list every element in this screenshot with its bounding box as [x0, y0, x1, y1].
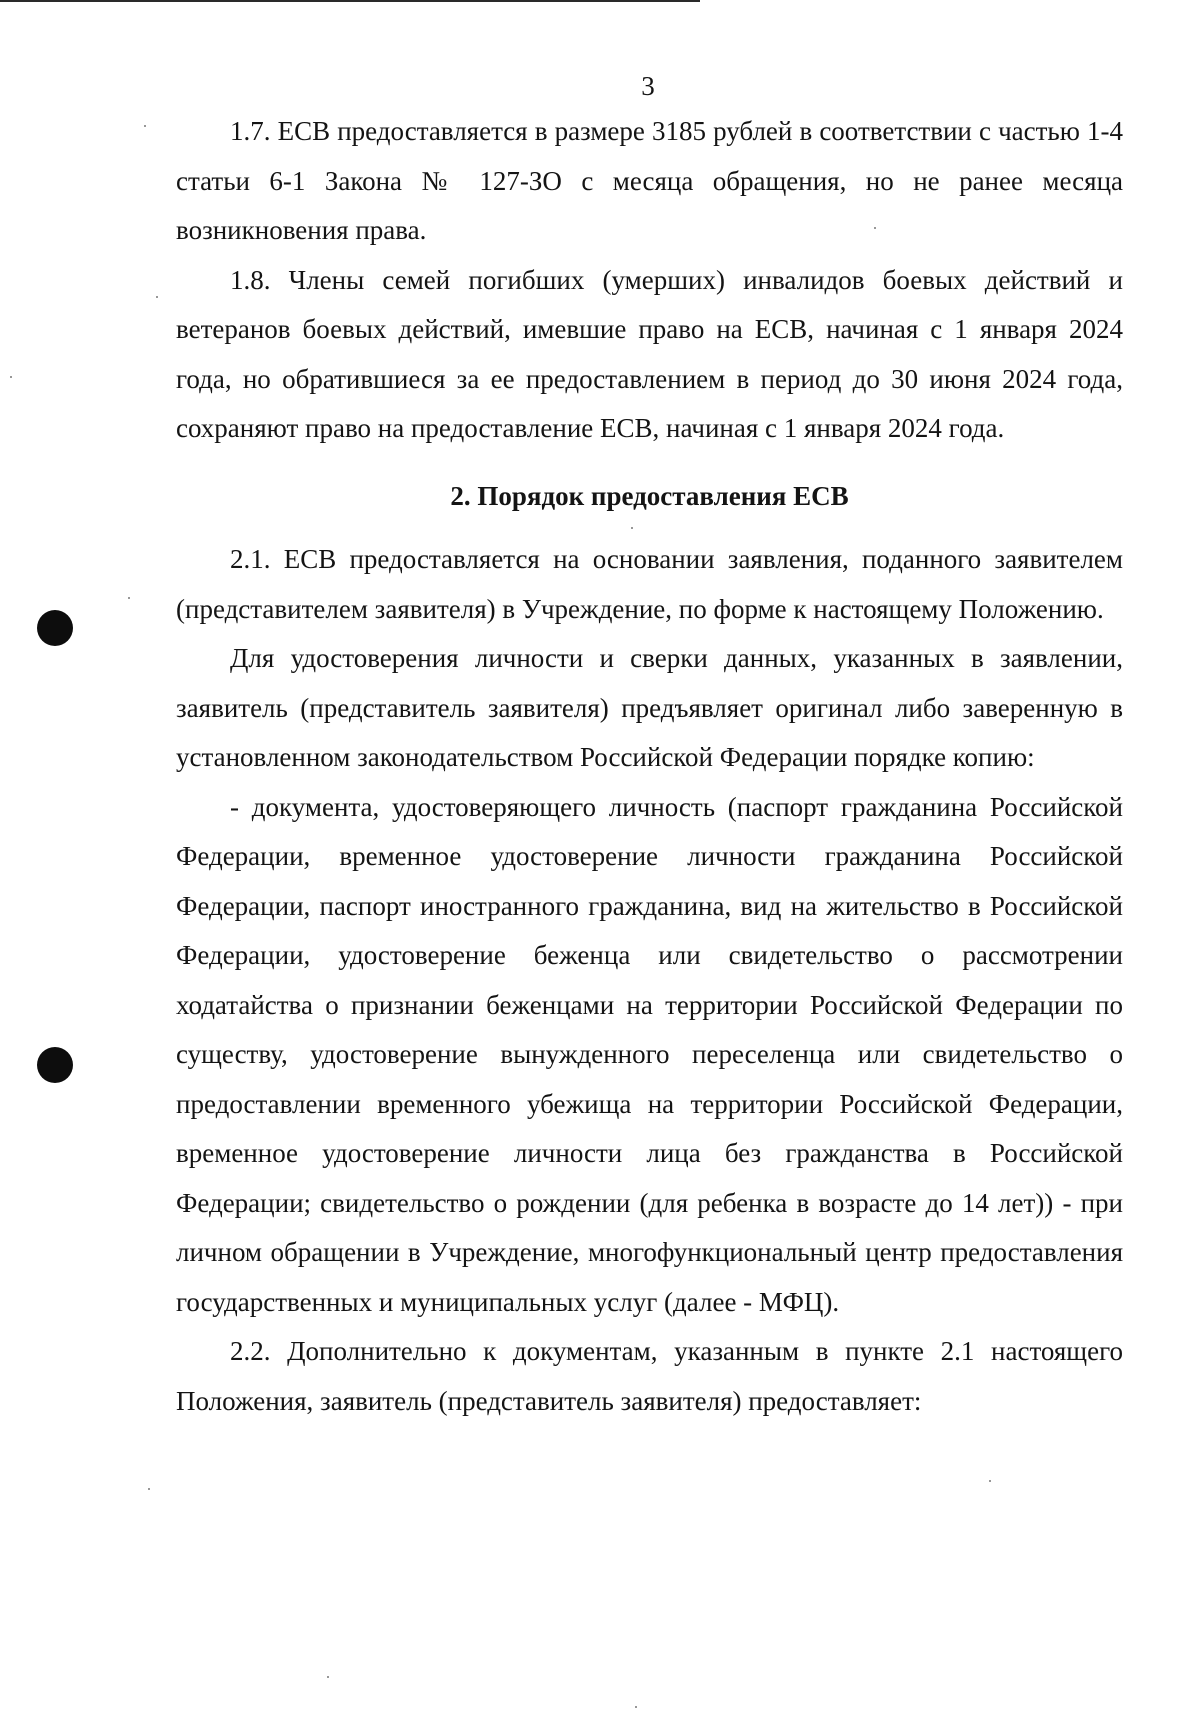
scan-speck — [635, 1706, 637, 1708]
paragraph-1-8: 1.8. Члены семей погибших (умерших) инвалидов боевых действий и ветеранов боевых действий, имевшие право на ЕСВ, начиная с 1 января 2024 года, но обратившиеся за ее предоставлением в период до 30 июня 2024 года, сохраняют право на предоставление ЕСВ, начиная с 1 января 2024 года. — [176, 264, 1123, 443]
paragraph-1-7: 1.7. ЕСВ предоставляется в размере 3185 рублей в соответствии с частью 1-4 статьи 6-1 Закона № 127-ЗО с месяца обращения, но не ранее месяца возникновения права. — [176, 116, 1123, 245]
scan-speck — [128, 597, 130, 599]
punch-hole-top — [37, 610, 73, 646]
document-body — [176, 107, 1123, 1426]
paragraph-2-2: 2.2. Дополнительно к документам, указанным в пункте 2.1 настоящего Положения, заявитель (представитель заявителя) предоставляет: — [176, 1336, 1123, 1416]
scan-speck — [989, 1480, 991, 1482]
paragraph-identity-check: Для удостоверения личности и сверки данных, указанных в заявлении, заявитель (представитель заявителя) предъявляет оригинал либо заверенную в установленном законодательством Российской Федерации порядке копию: — [176, 643, 1123, 772]
scan-edge-line — [0, 0, 700, 2]
paragraph-2-1: 2.1. ЕСВ предоставляется на основании заявления, поданного заявителем (представителем заявителя) в Учреждение, по форме к настоящему Положению. — [176, 544, 1123, 624]
page-number: 3 — [641, 71, 655, 101]
scan-speck — [144, 125, 146, 127]
scan-speck — [327, 1676, 329, 1678]
scan-speck — [148, 1488, 150, 1490]
scan-speck — [156, 296, 158, 298]
paragraph-identity-documents: - документа, удостоверяющего личность (паспорт гражданина Российской Федерации, временное удостоверение личности гражданина Российской Федерации, паспорт иностранного гражданина, вид на жительство в Российской Федерации, удостоверение беженца или свидетельство о рассмотрении ходатайства о признании беженцами на территории Российской Федерации по существу, удостоверение вынужденного переселенца или свидетельство о предоставлении временного убежища на территории Российской Федерации, временное удостоверение личности лица без гражданства в Российской Федерации; свидетельство о рождении (для ребенка в возрасте до 14 лет)) - при личном обращении в Учреждение, многофункциональный центр предоставления государственных и муниципальных услуг (далее - МФЦ). — [176, 791, 1123, 1317]
scan-speck — [10, 376, 12, 378]
section-heading: 2. Порядок предоставления ЕСВ — [450, 480, 849, 511]
punch-hole-bottom — [37, 1047, 73, 1083]
